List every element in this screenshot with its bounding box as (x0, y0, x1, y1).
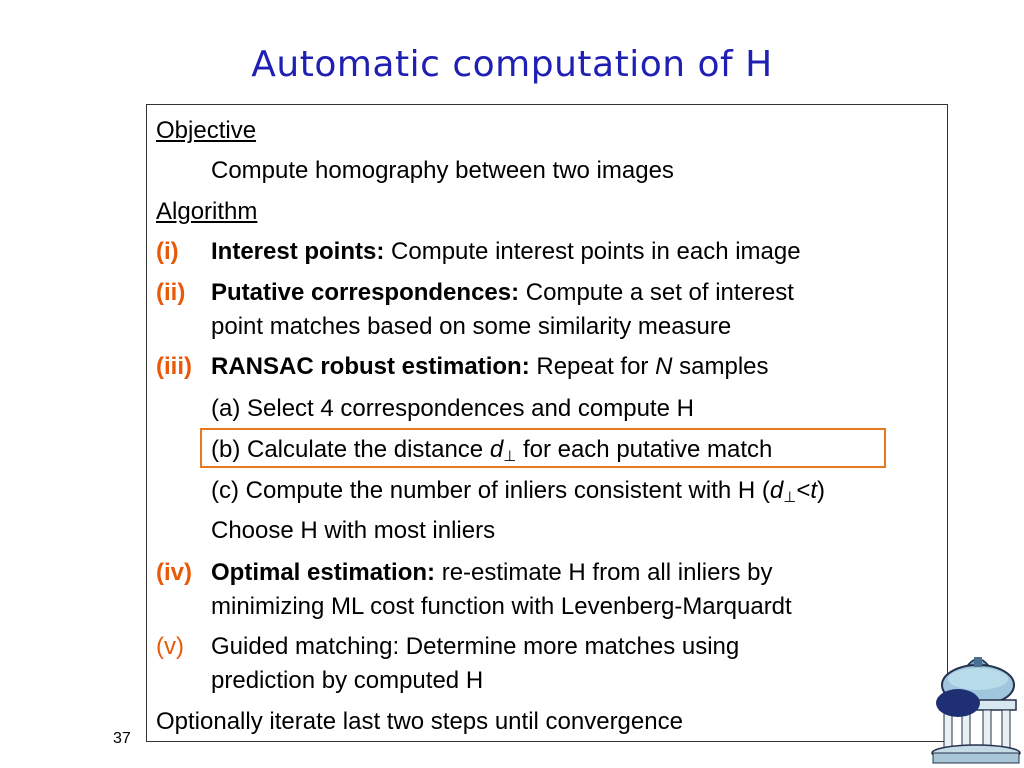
substep-b-perp: ⊥ (503, 448, 517, 465)
substep-c-var-t: t (810, 477, 818, 504)
substep-c-close: ) (817, 477, 826, 504)
step-marker-iv: (iv) (156, 559, 192, 586)
step-iii-label: RANSAC robust estimation: (211, 353, 530, 380)
step-iii-text-a: Repeat for (536, 353, 649, 380)
substep-b-text: (b) Calculate the distance (211, 436, 484, 463)
step-i-text: Compute interest points in each image (391, 238, 801, 265)
step-marker-i: (i) (156, 238, 179, 265)
algorithm-heading: Algorithm (156, 198, 258, 225)
step-iii-text-b: samples (679, 353, 769, 380)
step-iv-label: Optimal estimation: (211, 559, 436, 586)
substep-c-perp: ⊥ (783, 489, 797, 506)
substep-c-lt: < (796, 477, 811, 504)
step-iii-var-n: N (655, 353, 673, 380)
step-iv (211, 559, 772, 587)
step-ii-text: Compute a set of interest (525, 279, 794, 306)
step-iii (211, 353, 769, 381)
choose-step: Choose H with most inliers (211, 517, 496, 544)
substep-b-text-end: for each putative match (522, 436, 773, 463)
step-v-text-continued: prediction by computed H (211, 667, 484, 694)
objective-heading: Objective (156, 117, 257, 144)
substep-c (211, 477, 825, 508)
substep-c-text: (c) Compute the number of inliers consistent with H ( (211, 477, 770, 504)
substep-a: (a) Select 4 correspondences and compute H (211, 395, 694, 422)
substep-b (211, 436, 772, 467)
step-ii (211, 279, 794, 307)
step-v-text: Guided matching: Determine more matches using (211, 633, 740, 660)
step-iv-text: re-estimate H from all inliers by (441, 559, 773, 586)
objective-text: Compute homography between two images (211, 157, 674, 184)
step-marker-v: (v) (156, 633, 184, 660)
step-ii-label: Putative correspondences: (211, 279, 520, 306)
step-i (211, 238, 801, 266)
step-i-label: Interest points: (211, 238, 385, 265)
step-marker-iii: (iii) (156, 353, 192, 380)
substep-c-var-d: d (769, 477, 784, 504)
step-marker-ii: (ii) (156, 279, 186, 306)
step-iv-text-continued: minimizing ML cost function with Levenberg-Marquardt (211, 593, 792, 620)
slide-title: Automatic computation of H (251, 44, 773, 85)
footer-note: Optionally iterate last two steps until convergence (156, 708, 683, 735)
substep-b-var: d (489, 436, 504, 463)
step-ii-text-continued: point matches based on some similarity measure (211, 313, 732, 340)
old-well-logo (928, 655, 1024, 768)
page-number: 37 (113, 730, 131, 747)
